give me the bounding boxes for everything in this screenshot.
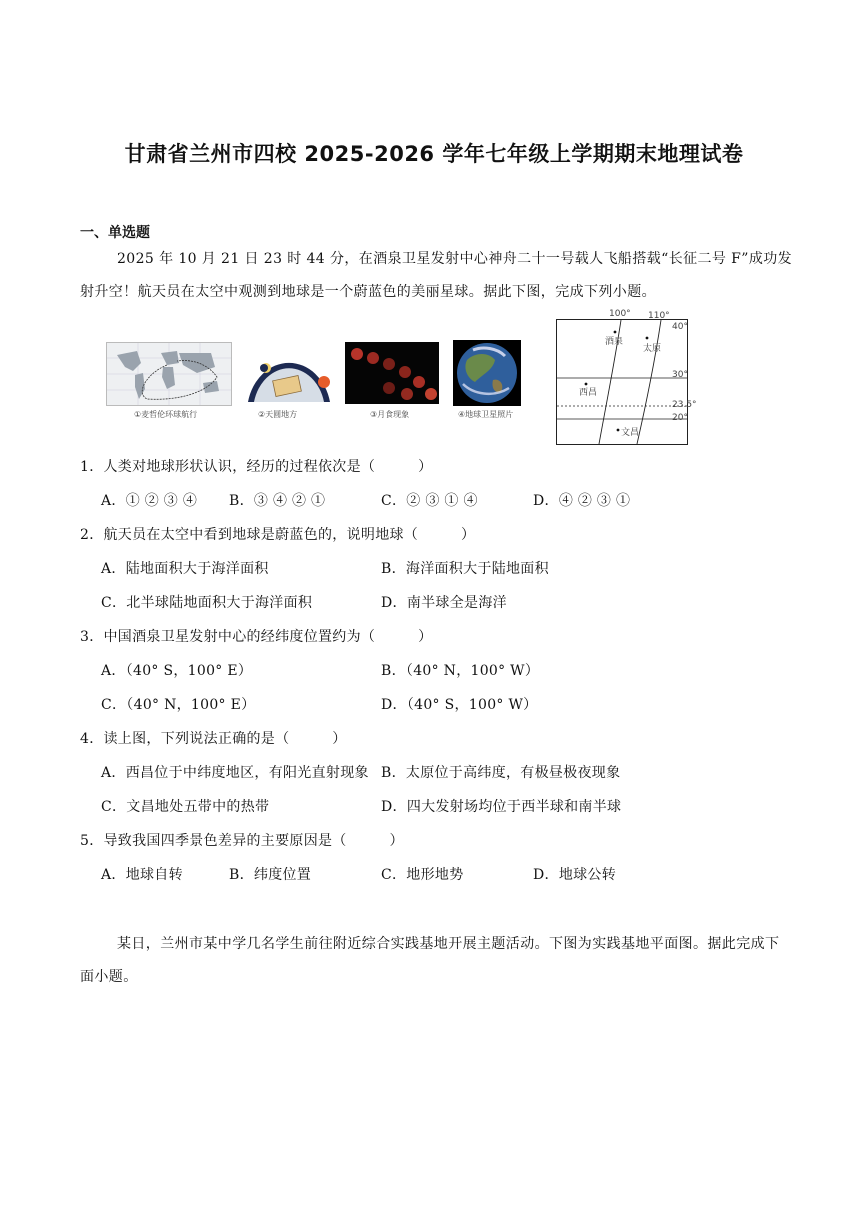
q1-option-a[interactable]: A．① ② ③ ④ [101,493,198,509]
caption-sky-dome: ②天圆地方 [258,410,298,419]
place-taiyuan: 太原 [643,344,662,354]
page-title: 甘肃省兰州市四校 2025-2026 学年七年级上学期期末地理试卷 [124,142,744,166]
lunar-eclipse-icon [345,342,439,404]
sky-dome-figure [244,342,334,404]
question-3-stem: 3．中国酒泉卫星发射中心的经纬度位置约为（ ） [80,629,433,645]
intro-paragraph: 2025 年 10 月 21 日 23 时 44 分，在酒泉卫星发射中心神舟二十一号载人飞船搭载“长征二号 F”成功发射升空！航天员在太空中观测到地球是一个蔚蓝色的美丽星球。据此下图，完成下列小题。 [80,251,793,300]
q4-option-b[interactable]: B．太原位于高纬度，有极昼极夜现象 [381,765,621,781]
q2-option-b[interactable]: B．海洋面积大于陆地面积 [381,561,549,577]
caption-earth-photo: ④地球卫星照片 [458,410,514,419]
lat-label-23-5: 23.5° [672,400,697,410]
section-heading: 一、单选题 [80,225,150,241]
q4-option-a[interactable]: A．西昌位于中纬度地区，有阳光直射现象 [101,765,369,781]
q4-option-d[interactable]: D．四大发射场均位于西半球和南半球 [381,799,622,815]
q3-option-a[interactable]: A．（40° S，100° E） [101,663,253,679]
launch-site-map [556,319,688,445]
earth-globe-icon [453,340,521,406]
q2-option-c[interactable]: C．北半球陆地面积大于海洋面积 [101,595,313,611]
question-5-stem: 5．导致我国四季景色差异的主要原因是（ ） [80,833,404,849]
lat-label-20: 20° [672,413,688,423]
sky-dome-icon [244,342,334,404]
place-jiuquan: 酒泉 [605,337,624,347]
intro-paragraph-2: 某日，兰州市某中学几名学生前往附近综合实践基地开展主题活动。下图为实践基地平面图。据此完成下面小题。 [80,936,780,985]
lon-label-100: 100° [609,309,631,319]
q1-option-d[interactable]: D．④ ② ③ ① [533,493,631,509]
lat-label-30: 30° [672,370,688,380]
q2-option-a[interactable]: A．陆地面积大于海洋面积 [101,561,269,577]
q5-option-d[interactable]: D．地球公转 [533,867,617,883]
q2-option-d[interactable]: D．南半球全是海洋 [381,595,507,611]
q5-option-b[interactable]: B．纬度位置 [229,867,312,883]
q1-option-b[interactable]: B．③ ④ ② ① [229,493,326,509]
lunar-eclipse-figure [345,342,439,404]
lon-label-110: 110° [648,311,670,321]
question-1-stem: 1．人类对地球形状认识，经历的过程依次是（ ） [80,459,433,475]
earth-photo-figure [453,340,521,406]
question-4-stem: 4．读上图，下列说法正确的是（ ） [80,731,347,747]
lat-label-40: 40° [672,322,688,332]
q5-option-a[interactable]: A．地球自转 [101,867,183,883]
q1-option-c[interactable]: C．② ③ ① ④ [381,493,478,509]
place-xichang: 西昌 [579,388,598,398]
magellan-map-figure [106,342,232,406]
caption-magellan: ①麦哲伦环球航行 [134,410,198,419]
q3-option-b[interactable]: B．（40° N，100° W） [381,663,540,679]
place-wenchang: 文昌 [621,428,640,438]
q5-option-c[interactable]: C．地形地势 [381,867,464,883]
caption-lunar-eclipse: ③月食现象 [370,410,410,419]
world-map-icon [107,343,231,405]
question-2-stem: 2．航天员在太空中看到地球是蔚蓝色的，说明地球（ ） [80,527,476,543]
q3-option-d[interactable]: D．（40° S，100° W） [381,697,538,713]
q3-option-c[interactable]: C．（40° N，100° E） [101,697,256,713]
q4-option-c[interactable]: C．文昌地处五带中的热带 [101,799,270,815]
